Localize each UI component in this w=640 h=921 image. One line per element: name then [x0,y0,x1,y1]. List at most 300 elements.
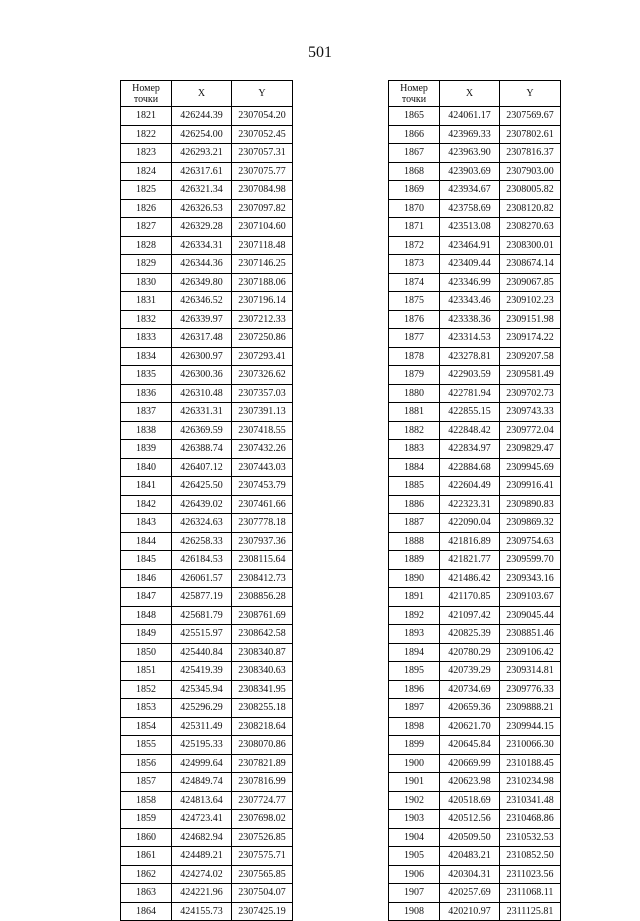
table-row [389,828,561,847]
x-coordinate-cell: 420304.31 [440,865,500,884]
table-row [389,588,561,607]
point-number-cell: 1889 [389,551,440,570]
x-coordinate-cell: 425515.97 [172,625,232,644]
point-number-cell: 1863 [121,884,172,903]
x-coordinate-cell: 424221.96 [172,884,232,903]
table-row [389,810,561,829]
x-coordinate-cell: 422848.42 [440,421,500,440]
x-coordinate-cell: 426324.63 [172,514,232,533]
x-coordinate-cell: 424274.02 [172,865,232,884]
x-coordinate-cell: 425419.39 [172,662,232,681]
x-coordinate-cell: 426425.50 [172,477,232,496]
table-row [389,366,561,385]
table-row [389,440,561,459]
table-row [121,310,293,329]
y-coordinate-cell: 2308761.69 [232,606,293,625]
table-row [389,791,561,810]
point-number-cell: 1892 [389,606,440,625]
point-number-cell: 1827 [121,218,172,237]
table-row [121,440,293,459]
y-coordinate-cell: 2307802.61 [500,125,561,144]
point-number-cell: 1888 [389,532,440,551]
table-row [121,625,293,644]
point-number-cell: 1853 [121,699,172,718]
y-coordinate-cell: 2309343.16 [500,569,561,588]
x-coordinate-cell: 420257.69 [440,884,500,903]
table-row [121,606,293,625]
table-row [389,310,561,329]
point-number-cell: 1856 [121,754,172,773]
table-row [121,810,293,829]
point-number-cell: 1824 [121,162,172,181]
table-row [121,847,293,866]
x-coordinate-cell: 426344.36 [172,255,232,274]
coordinates-table-right [388,80,561,921]
y-coordinate-cell: 2307391.13 [232,403,293,422]
x-coordinate-cell: 421486.42 [440,569,500,588]
table-row [121,791,293,810]
table-row [389,403,561,422]
x-coordinate-cell: 423314.53 [440,329,500,348]
x-coordinate-cell: 426061.57 [172,569,232,588]
point-number-cell: 1900 [389,754,440,773]
point-number-cell: 1829 [121,255,172,274]
x-coordinate-cell: 420210.97 [440,902,500,921]
x-coordinate-cell: 420645.84 [440,736,500,755]
table-row [389,181,561,200]
y-coordinate-cell: 2308851.46 [500,625,561,644]
table-row [121,347,293,366]
point-number-cell: 1895 [389,662,440,681]
x-coordinate-cell: 422834.97 [440,440,500,459]
table-row [389,477,561,496]
x-coordinate-cell: 425877.19 [172,588,232,607]
x-coordinate-cell: 426184.53 [172,551,232,570]
point-number-cell: 1841 [121,477,172,496]
y-coordinate-cell: 2309944.15 [500,717,561,736]
table-row [389,717,561,736]
point-number-cell: 1855 [121,736,172,755]
table-row [121,588,293,607]
y-coordinate-cell: 2308856.28 [232,588,293,607]
x-coordinate-cell: 426334.31 [172,236,232,255]
x-coordinate-cell: 426349.80 [172,273,232,292]
x-coordinate-cell: 423963.90 [440,144,500,163]
point-number-cell: 1869 [389,181,440,200]
point-number-cell: 1868 [389,162,440,181]
y-coordinate-cell: 2309945.69 [500,458,561,477]
y-coordinate-cell: 2309888.21 [500,699,561,718]
table-row [389,884,561,903]
point-number-cell: 1842 [121,495,172,514]
point-number-cell: 1887 [389,514,440,533]
table-row [121,828,293,847]
x-coordinate-cell: 426293.21 [172,144,232,163]
table-row [121,125,293,144]
x-coordinate-cell: 422781.94 [440,384,500,403]
point-number-cell: 1860 [121,828,172,847]
y-coordinate-cell: 2308341.95 [232,680,293,699]
y-coordinate-cell: 2307057.31 [232,144,293,163]
x-coordinate-cell: 426321.34 [172,181,232,200]
table-row [121,477,293,496]
point-number-cell: 1846 [121,569,172,588]
x-coordinate-cell: 420518.69 [440,791,500,810]
point-number-cell: 1884 [389,458,440,477]
y-coordinate-cell: 2307778.18 [232,514,293,533]
y-coordinate-cell: 2307250.86 [232,329,293,348]
y-coordinate-cell: 2310341.48 [500,791,561,810]
x-coordinate-cell: 424061.17 [440,107,500,126]
point-number-cell: 1864 [121,902,172,921]
table-row [389,680,561,699]
point-number-cell: 1835 [121,366,172,385]
y-coordinate-cell: 2310234.98 [500,773,561,792]
table-row [389,421,561,440]
point-number-cell: 1871 [389,218,440,237]
x-coordinate-cell: 423343.46 [440,292,500,311]
table-row [121,181,293,200]
table-row [389,347,561,366]
x-coordinate-cell: 423346.99 [440,273,500,292]
y-coordinate-cell: 2307903.00 [500,162,561,181]
x-coordinate-cell: 423513.08 [440,218,500,237]
table-row [121,273,293,292]
y-coordinate-cell: 2309314.81 [500,662,561,681]
y-coordinate-cell: 2309151.98 [500,310,561,329]
y-coordinate-cell: 2307146.25 [232,255,293,274]
table-row [389,847,561,866]
point-number-cell: 1891 [389,588,440,607]
point-number-cell: 1831 [121,292,172,311]
point-number-cell: 1867 [389,144,440,163]
point-number-cell: 1904 [389,828,440,847]
table-row [389,162,561,181]
y-coordinate-cell: 2309174.22 [500,329,561,348]
table-row [389,569,561,588]
header-point-number: Номер точки [389,81,440,107]
table-row [121,514,293,533]
y-coordinate-cell: 2307443.03 [232,458,293,477]
x-coordinate-cell: 426300.97 [172,347,232,366]
table-row [121,717,293,736]
y-coordinate-cell: 2309916.41 [500,477,561,496]
y-coordinate-cell: 2310852.50 [500,847,561,866]
y-coordinate-cell: 2307724.77 [232,791,293,810]
y-coordinate-cell: 2307526.85 [232,828,293,847]
table-row [121,236,293,255]
header-y: Y [500,81,561,107]
table-row [389,236,561,255]
point-number-cell: 1838 [121,421,172,440]
x-coordinate-cell: 420659.36 [440,699,500,718]
header-x: X [172,81,232,107]
point-number-cell: 1866 [389,125,440,144]
x-coordinate-cell: 422604.49 [440,477,500,496]
point-number-cell: 1903 [389,810,440,829]
y-coordinate-cell: 2307075.77 [232,162,293,181]
point-number-cell: 1854 [121,717,172,736]
table-row [121,532,293,551]
x-coordinate-cell: 421821.77 [440,551,500,570]
x-coordinate-cell: 420739.29 [440,662,500,681]
y-coordinate-cell: 2307293.41 [232,347,293,366]
point-number-cell: 1840 [121,458,172,477]
y-coordinate-cell: 2308674.14 [500,255,561,274]
x-coordinate-cell: 420483.21 [440,847,500,866]
table-row [121,680,293,699]
x-coordinate-cell: 426439.02 [172,495,232,514]
table-row [121,569,293,588]
table-row [121,754,293,773]
y-coordinate-cell: 2308300.01 [500,236,561,255]
y-coordinate-cell: 2308255.18 [232,699,293,718]
point-number-cell: 1876 [389,310,440,329]
x-coordinate-cell: 425195.33 [172,736,232,755]
y-coordinate-cell: 2309869.32 [500,514,561,533]
table-row [389,329,561,348]
x-coordinate-cell: 426339.97 [172,310,232,329]
point-number-cell: 1830 [121,273,172,292]
point-number-cell: 1826 [121,199,172,218]
table-row [121,736,293,755]
point-number-cell: 1822 [121,125,172,144]
y-coordinate-cell: 2307698.02 [232,810,293,829]
table-row [121,662,293,681]
point-number-cell: 1823 [121,144,172,163]
y-coordinate-cell: 2308642.58 [232,625,293,644]
x-coordinate-cell: 423903.69 [440,162,500,181]
table-row [121,255,293,274]
table-row [121,865,293,884]
table-row [121,329,293,348]
header-x: X [440,81,500,107]
table-row [121,699,293,718]
table-row [389,384,561,403]
point-number-cell: 1883 [389,440,440,459]
point-number-cell: 1844 [121,532,172,551]
x-coordinate-cell: 422855.15 [440,403,500,422]
point-number-cell: 1857 [121,773,172,792]
table-row [121,199,293,218]
table-row [389,218,561,237]
point-number-cell: 1837 [121,403,172,422]
y-coordinate-cell: 2307461.66 [232,495,293,514]
y-coordinate-cell: 2309106.42 [500,643,561,662]
x-coordinate-cell: 426326.53 [172,199,232,218]
table-row [121,421,293,440]
table-row [121,495,293,514]
y-coordinate-cell: 2309772.04 [500,421,561,440]
table-row [389,514,561,533]
table-row [121,107,293,126]
y-coordinate-cell: 2308340.63 [232,662,293,681]
point-number-cell: 1849 [121,625,172,644]
x-coordinate-cell: 420825.39 [440,625,500,644]
x-coordinate-cell: 426388.74 [172,440,232,459]
x-coordinate-cell: 424723.41 [172,810,232,829]
point-number-cell: 1828 [121,236,172,255]
x-coordinate-cell: 426407.12 [172,458,232,477]
point-number-cell: 1879 [389,366,440,385]
y-coordinate-cell: 2307054.20 [232,107,293,126]
table-row [389,495,561,514]
x-coordinate-cell: 423464.91 [440,236,500,255]
x-coordinate-cell: 426300.36 [172,366,232,385]
y-coordinate-cell: 2309103.67 [500,588,561,607]
y-coordinate-cell: 2310066.30 [500,736,561,755]
x-coordinate-cell: 423409.44 [440,255,500,274]
x-coordinate-cell: 426254.00 [172,125,232,144]
y-coordinate-cell: 2311125.81 [500,902,561,921]
y-coordinate-cell: 2307565.85 [232,865,293,884]
y-coordinate-cell: 2310532.53 [500,828,561,847]
x-coordinate-cell: 426258.33 [172,532,232,551]
y-coordinate-cell: 2307432.26 [232,440,293,459]
y-coordinate-cell: 2307504.07 [232,884,293,903]
x-coordinate-cell: 424849.74 [172,773,232,792]
table-row [389,532,561,551]
y-coordinate-cell: 2308412.73 [232,569,293,588]
x-coordinate-cell: 421097.42 [440,606,500,625]
table-row [389,736,561,755]
point-number-cell: 1902 [389,791,440,810]
table-row [389,255,561,274]
point-number-cell: 1877 [389,329,440,348]
point-number-cell: 1897 [389,699,440,718]
point-number-cell: 1874 [389,273,440,292]
y-coordinate-cell: 2309890.83 [500,495,561,514]
x-coordinate-cell: 420734.69 [440,680,500,699]
x-coordinate-cell: 423969.33 [440,125,500,144]
y-coordinate-cell: 2307188.06 [232,273,293,292]
y-coordinate-cell: 2310468.86 [500,810,561,829]
table-row [389,199,561,218]
y-coordinate-cell: 2307212.33 [232,310,293,329]
point-number-cell: 1886 [389,495,440,514]
x-coordinate-cell: 426369.59 [172,421,232,440]
x-coordinate-cell: 421816.89 [440,532,500,551]
point-number-cell: 1880 [389,384,440,403]
y-coordinate-cell: 2308070.86 [232,736,293,755]
point-number-cell: 1908 [389,902,440,921]
header-y: Y [232,81,293,107]
table-row [121,384,293,403]
x-coordinate-cell: 425440.84 [172,643,232,662]
y-coordinate-cell: 2307937.36 [232,532,293,551]
y-coordinate-cell: 2307196.14 [232,292,293,311]
x-coordinate-cell: 424813.64 [172,791,232,810]
table-row [389,144,561,163]
y-coordinate-cell: 2308120.82 [500,199,561,218]
y-coordinate-cell: 2307357.03 [232,384,293,403]
y-coordinate-cell: 2311068.11 [500,884,561,903]
x-coordinate-cell: 426317.48 [172,329,232,348]
point-number-cell: 1848 [121,606,172,625]
y-coordinate-cell: 2309581.49 [500,366,561,385]
y-coordinate-cell: 2307425.19 [232,902,293,921]
point-number-cell: 1901 [389,773,440,792]
y-coordinate-cell: 2309754.63 [500,532,561,551]
x-coordinate-cell: 424155.73 [172,902,232,921]
x-coordinate-cell: 420512.56 [440,810,500,829]
y-coordinate-cell: 2309102.23 [500,292,561,311]
x-coordinate-cell: 422323.31 [440,495,500,514]
table-row [121,162,293,181]
x-coordinate-cell: 422903.59 [440,366,500,385]
y-coordinate-cell: 2309829.47 [500,440,561,459]
table-row [389,125,561,144]
table-row [389,699,561,718]
point-number-cell: 1852 [121,680,172,699]
table-row [389,292,561,311]
x-coordinate-cell: 426346.52 [172,292,232,311]
point-number-cell: 1851 [121,662,172,681]
point-number-cell: 1905 [389,847,440,866]
x-coordinate-cell: 425681.79 [172,606,232,625]
y-coordinate-cell: 2307052.45 [232,125,293,144]
point-number-cell: 1834 [121,347,172,366]
y-coordinate-cell: 2308340.87 [232,643,293,662]
point-number-cell: 1861 [121,847,172,866]
y-coordinate-cell: 2309599.70 [500,551,561,570]
y-coordinate-cell: 2309067.85 [500,273,561,292]
y-coordinate-cell: 2307418.55 [232,421,293,440]
x-coordinate-cell: 422884.68 [440,458,500,477]
x-coordinate-cell: 422090.04 [440,514,500,533]
x-coordinate-cell: 426317.61 [172,162,232,181]
x-coordinate-cell: 425311.49 [172,717,232,736]
table-row [389,273,561,292]
x-coordinate-cell: 420623.98 [440,773,500,792]
x-coordinate-cell: 426331.31 [172,403,232,422]
x-coordinate-cell: 424999.64 [172,754,232,773]
point-number-cell: 1885 [389,477,440,496]
x-coordinate-cell: 424489.21 [172,847,232,866]
y-coordinate-cell: 2307821.89 [232,754,293,773]
point-number-cell: 1899 [389,736,440,755]
y-coordinate-cell: 2307118.48 [232,236,293,255]
point-number-cell: 1862 [121,865,172,884]
point-number-cell: 1858 [121,791,172,810]
y-coordinate-cell: 2309776.33 [500,680,561,699]
x-coordinate-cell: 420669.99 [440,754,500,773]
point-number-cell: 1821 [121,107,172,126]
table-row [389,458,561,477]
x-coordinate-cell: 420509.50 [440,828,500,847]
x-coordinate-cell: 421170.85 [440,588,500,607]
point-number-cell: 1845 [121,551,172,570]
y-coordinate-cell: 2308270.63 [500,218,561,237]
table-row [389,107,561,126]
table-row [389,606,561,625]
table-row [121,773,293,792]
point-number-cell: 1839 [121,440,172,459]
y-coordinate-cell: 2307816.99 [232,773,293,792]
point-number-cell: 1865 [389,107,440,126]
table-row [389,551,561,570]
table-row [121,403,293,422]
point-number-cell: 1836 [121,384,172,403]
table-header-row [121,81,293,107]
table-row [121,144,293,163]
y-coordinate-cell: 2307575.71 [232,847,293,866]
x-coordinate-cell: 423278.81 [440,347,500,366]
table-row [121,366,293,385]
table-row [121,643,293,662]
table-row [389,773,561,792]
y-coordinate-cell: 2311023.56 [500,865,561,884]
